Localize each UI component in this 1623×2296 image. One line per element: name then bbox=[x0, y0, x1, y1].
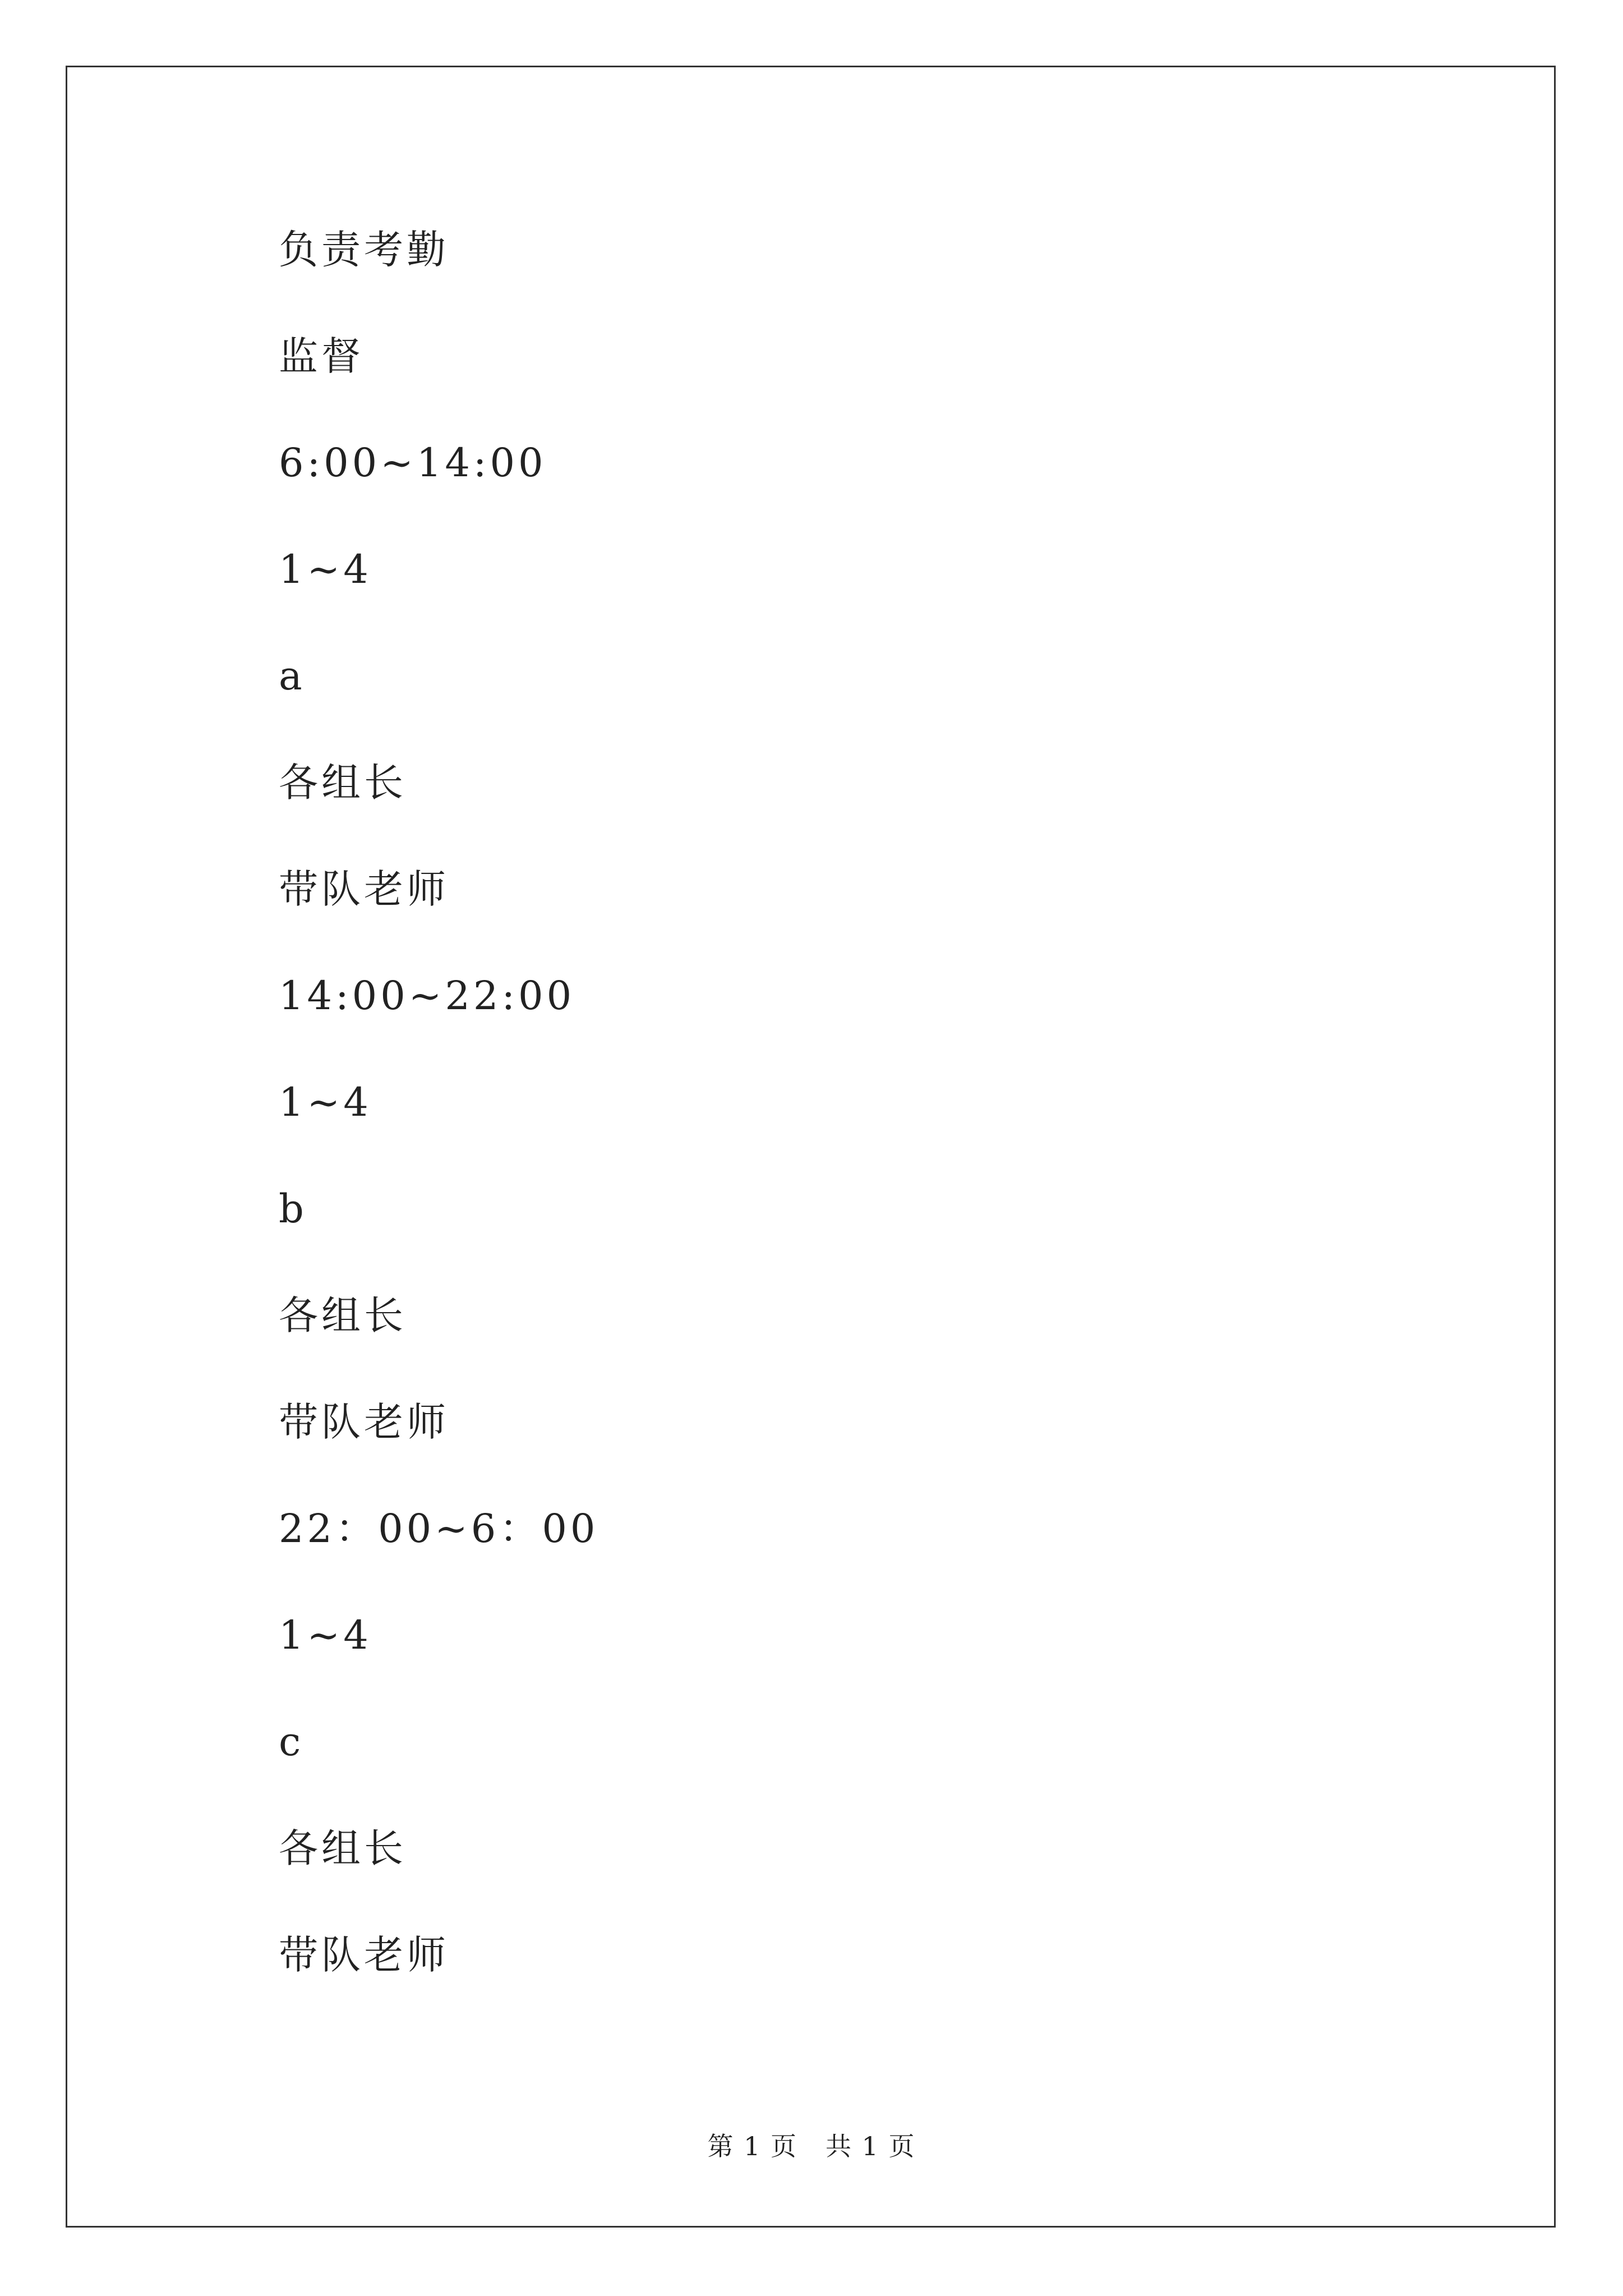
text-line: 各组长 bbox=[279, 1825, 407, 1871]
text-line: 22：00~6：00 bbox=[279, 1506, 599, 1552]
page-count: 共 1 页 bbox=[826, 2131, 916, 2161]
text-line: 带队老师 bbox=[279, 866, 449, 912]
text-line: 负责考勤 bbox=[279, 227, 449, 273]
text-line: a bbox=[279, 653, 306, 699]
page-footer bbox=[0, 2126, 1623, 2163]
text-line: 各组长 bbox=[279, 1292, 407, 1338]
text-line: 1~4 bbox=[279, 546, 372, 592]
text-line: 1~4 bbox=[279, 1612, 372, 1658]
text-line: 监督 bbox=[279, 333, 364, 379]
text-line: 1~4 bbox=[279, 1079, 372, 1125]
document-body bbox=[279, 219, 598, 2031]
text-line: 带队老师 bbox=[279, 1932, 449, 1978]
text-line: 各组长 bbox=[279, 760, 407, 806]
text-line: 6:00~14:00 bbox=[279, 440, 547, 486]
page-number: 第 1 页 bbox=[707, 2131, 797, 2161]
text-line: 带队老师 bbox=[279, 1399, 449, 1445]
text-line: b bbox=[279, 1186, 307, 1232]
text-line: c bbox=[279, 1719, 305, 1765]
text-line: 14:00~22:00 bbox=[279, 973, 575, 1019]
